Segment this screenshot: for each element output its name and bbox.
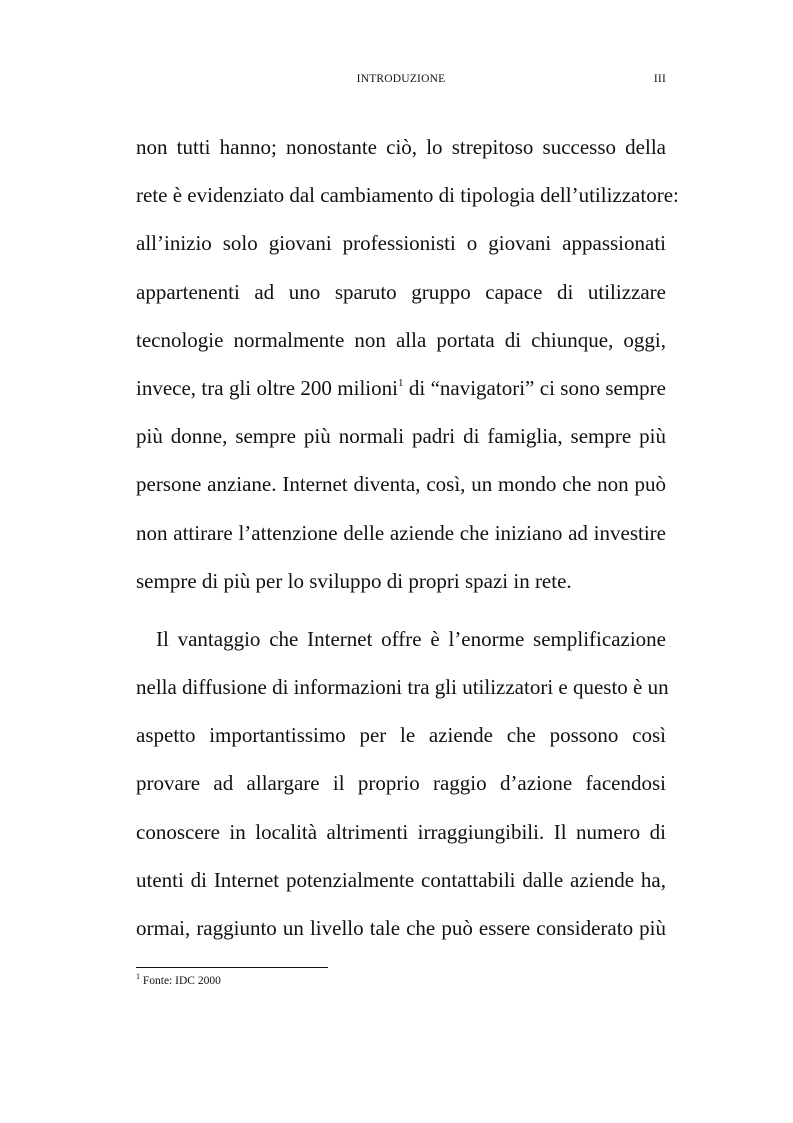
text-line-with-footnote [136, 364, 666, 412]
paragraph-gap [136, 605, 666, 615]
text-line: rete è evidenziato dal cambiamento di tipologia dell’utilizzatore: [136, 183, 679, 208]
paragraph-2 [136, 615, 669, 952]
page-number: III [653, 73, 666, 85]
text-line: appartenenti ad uno sparuto gruppo capace di utilizzare [136, 279, 666, 304]
body-text [136, 123, 679, 952]
footnote-separator [136, 967, 328, 968]
text-line: più donne, sempre più normali padri di famiglia, sempre più [136, 424, 666, 449]
text-line: conoscere in località altrimenti irraggiungibili. Il numero di [136, 819, 666, 844]
footnote-text: Fonte: IDC 2000 [140, 975, 221, 987]
text-line: nella diffusione di informazioni tra gli utilizzatori e questo è un [136, 675, 669, 700]
footnote-reference[interactable]: 1 [397, 376, 404, 389]
text-line: sempre di più per lo sviluppo di propri spazi in rete. [136, 568, 572, 593]
text-line: persone anziane. Internet diventa, così, un mondo che non può [136, 472, 666, 497]
text-fragment: invece, tra gli oltre 200 milioni [136, 375, 398, 400]
text-line: tecnologie normalmente non alla portata di chiunque, oggi, [136, 327, 666, 352]
text-line: provare ad allargare il proprio raggio d’azione facendosi [136, 771, 666, 796]
text-line: ormai, raggiunto un livello tale che può essere considerato più [136, 916, 666, 940]
text-line: aspetto importantissimo per le aziende che possono così [136, 723, 666, 748]
chapter-title: INTRODUZIONE [356, 73, 446, 85]
paragraph-1 [136, 123, 679, 605]
text-line: non attirare l’attenzione delle aziende che iniziano ad investire [136, 520, 666, 545]
text-line: non tutti hanno; nonostante ciò, lo strepitoso successo della [136, 135, 666, 159]
text-fragment: di “navigatori” ci sono sempre [403, 375, 666, 400]
footnote [136, 972, 221, 987]
footnote-number: 1 [136, 972, 140, 982]
text-line: all’inizio solo giovani professionisti o giovani appassionati [136, 231, 666, 256]
text-line: Il vantaggio che Internet offre è l’enorme semplificazione [156, 626, 666, 651]
text-line: utenti di Internet potenzialmente contattabili dalle aziende ha, [136, 867, 666, 892]
running-header [136, 73, 666, 93]
